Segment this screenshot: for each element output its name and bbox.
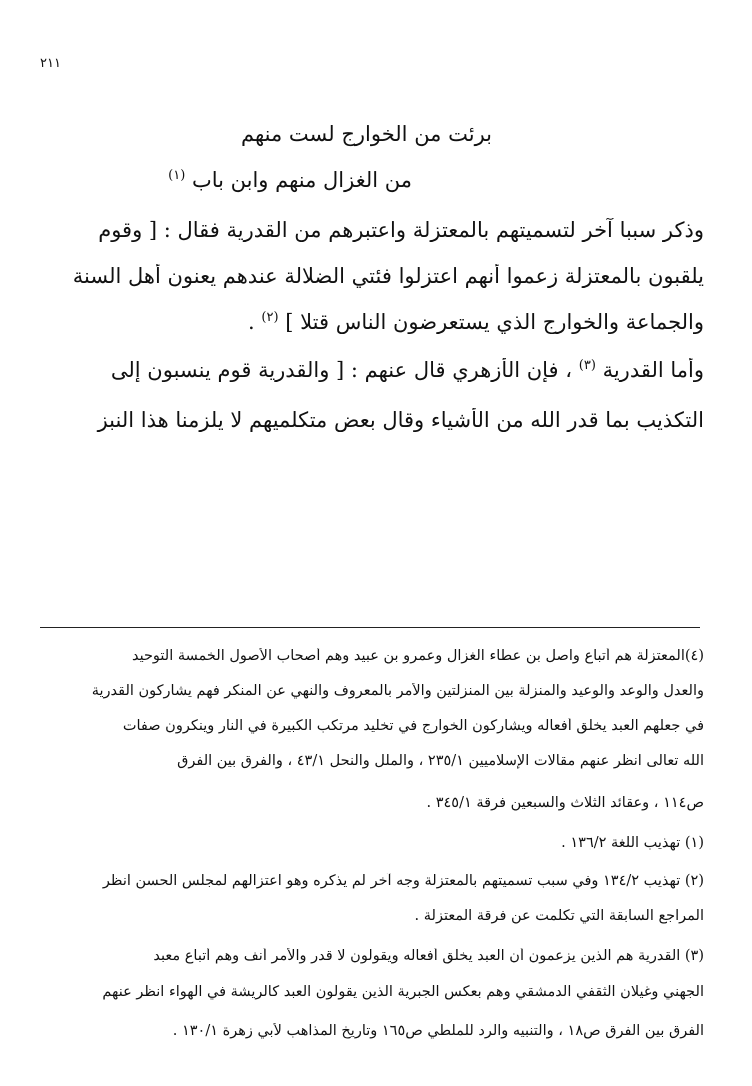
footnote-line: (٤)المعتزلة هم أتباع واصل بن عطاء الغزال وعمرو بن عبيد وهم أصحاب الأصول الخمسة التوحيد — [131, 648, 704, 664]
body-text: وذكر سببا آخر لتسميتهم بالمعتزلة واعتبرهم من القدرية فقال : [ وقوم — [98, 218, 704, 242]
body-line-2 — [48, 264, 704, 288]
body-line-4 — [48, 358, 704, 382]
footnote-line: (١) تهذيب اللغة ١٣٦/٢ . — [561, 835, 704, 851]
footnote-line: (٢) تهذيب ١٣٤/٢ وفي سبب تسميتهم بالمعتزلة وجه آخر لم يذكره وهو اعتزالهم لمجلس الحسن انظر — [102, 873, 704, 889]
verse-line-2 — [168, 168, 412, 192]
body-text: يلقبون بالمعتزلة زعموا أنهم اعتزلوا فئتي الضلالة عندهم يعنون أهل السنة — [72, 264, 704, 288]
footnote-line: ص١١٤ ، وعقائد الثلاث والسبعين فرقة ٣٤٥/١ . — [426, 795, 704, 811]
footnote-line: الله تعالى انظر عنهم مقالات الإسلاميين ٢٣٥/١ ، والملل والنحل ٤٣/١ ، والفرق بين الفرق — [177, 753, 704, 769]
footnote-line: في جعلهم العبد يخلق أفعاله ويشاركون الخوارج في تخليد مرتكب الكبيرة في النار وينكرون صفات — [122, 718, 704, 734]
body-line-5 — [48, 408, 704, 432]
footnote-line: (٣) القدرية هم الذين يزعمون أن العبد يخلق أفعاله ويقولون لا قدر والأمر أنف وهم أتباع معبد — [153, 948, 704, 964]
body-text: والجماعة والخوارج الذي يستعرضون الناس قتلا ] — [285, 310, 704, 334]
page-number: ٢١١ — [40, 56, 61, 71]
footnote-marker: (١) — [168, 168, 186, 183]
footnote-line: الفرق بين الفرق ص١٨ ، والتنبيه والرد للملطي ص١٦٥ وتاريخ المذاهب لأبي زهرة ١٣٠/١ . — [172, 1023, 704, 1039]
body-line-3 — [48, 310, 704, 334]
verse-line-1 — [241, 122, 492, 146]
verse-text: من الغزال منهم وابن باب — [191, 168, 412, 192]
footnote-separator — [40, 627, 700, 628]
body-text: ، فإن الأزهري قال عنهم : [ والقدرية قوم ينسبون إلى — [110, 358, 573, 382]
body-text: التكذيب بما قدر الله من الأشياء وقال بعض متكلميهم لا يلزمنا هذا النبز — [97, 408, 704, 432]
verse-text: برئت من الخوارج لست منهم — [241, 122, 492, 146]
footnote-line: والعدل والوعد والوعيد والمنزلة بين المنزلتين والأمر بالمعروف والنهي عن المنكر فهم يشاركون القدرية — [91, 683, 704, 699]
footnote-marker: (٣) — [578, 358, 596, 373]
footnote-line: الجهني وغيلان الثقفي الدمشقي وهم بعكس الجبرية الذين يقولون العبد كالريشة في الهواء انظر عنهم — [102, 984, 704, 1000]
footnote-marker: (٢) — [261, 310, 279, 325]
footnote-line: المراجع السابقة التي تكلمت عن فرقة المعتزلة . — [414, 908, 704, 924]
body-line-1 — [48, 218, 704, 242]
body-text: وأما القدرية — [602, 358, 704, 382]
body-text-end: . — [248, 310, 255, 334]
